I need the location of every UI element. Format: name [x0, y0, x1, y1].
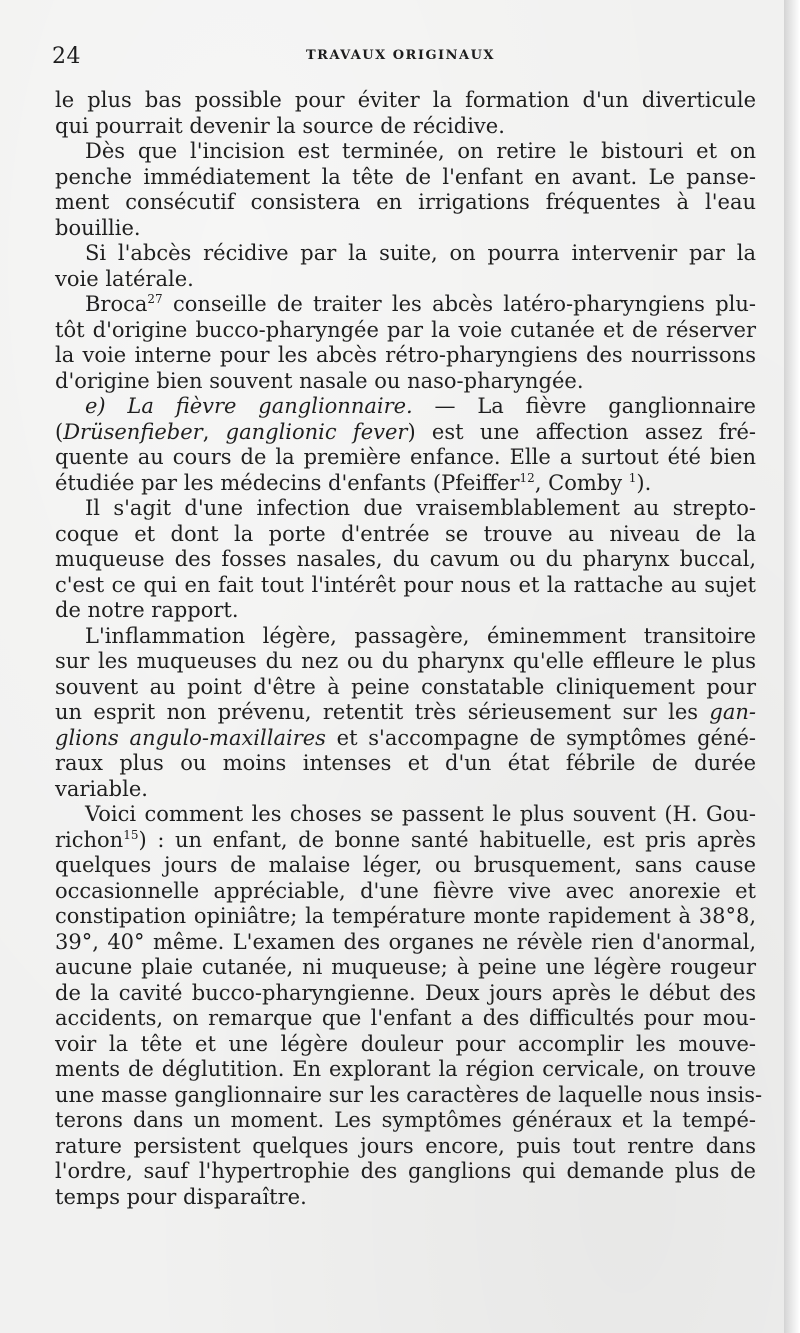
- text-run: gan-: [709, 700, 756, 724]
- text-run: un esprit non prévenu, retentit très sérieusement sur les: [55, 700, 710, 724]
- text-line: [55, 292, 756, 318]
- body-text: [55, 88, 763, 1210]
- text-run: richon: [55, 827, 124, 852]
- text-line: quente au cours de la première enfance. Elle a surtout été bien: [55, 445, 756, 469]
- text-line: ments de déglutition. En explorant la région cervicale, on trouve: [55, 1057, 756, 1081]
- text-run: Broca: [85, 292, 148, 316]
- text-line: qui pourrait devenir la source de récidive.: [55, 113, 505, 138]
- text-line: [55, 726, 756, 752]
- text-line: la voie interne pour les abcès rétro-pharyngiens des nourrissons: [55, 343, 756, 367]
- text-line: [55, 700, 756, 726]
- footnote-ref: 1: [628, 470, 637, 485]
- footnote-ref: 15: [123, 827, 139, 842]
- text-line: tôt d'origine bucco-pharyngée par la voie cutanée et de réserver: [55, 317, 756, 342]
- text-run: , Comby: [534, 470, 629, 495]
- text-line: accidents, on remarque que l'enfant a des difficultés pour mou-: [55, 1006, 756, 1030]
- footnote-ref: 27: [147, 292, 163, 306]
- text-run: ).: [636, 470, 652, 495]
- text-line: de notre rapport.: [55, 598, 239, 622]
- text-run: Drüsenfieber: [63, 419, 203, 444]
- text-line: souvent au point d'être à peine constatable cliniquement pour: [55, 674, 756, 699]
- text-line: voir la tête et une légère douleur pour accomplir les mouve-: [55, 1031, 756, 1056]
- text-line: variable.: [55, 776, 148, 801]
- text-line: 39°, 40° même. L'examen des organes ne révèle rien d'anormal,: [55, 929, 756, 954]
- text-run: ,: [202, 419, 226, 444]
- text-line: d'origine bien souvent nasale ou naso-pharyngée.: [55, 368, 584, 393]
- text-line: temps pour disparaître.: [55, 1184, 307, 1209]
- text-line: de la cavité bucco-pharyngienne. Deux jours après le début des: [55, 980, 756, 1005]
- text-line: sur les muqueuses du nez ou du pharynx qu'elle effleure le plus: [55, 649, 756, 673]
- text-run: — La fièvre ganglionnaire: [412, 394, 756, 418]
- text-line: Il s'agit d'une infection due vraisemblablement au strepto-: [85, 496, 756, 520]
- text-run: conseille de traiter les abcès latéro-pharyngiens plu-: [162, 292, 756, 316]
- text-run: ganglionic fever: [225, 419, 408, 444]
- page-edge-shadow: [784, 0, 800, 1333]
- text-line: une masse ganglionnaire sur les caractères de laquelle nous insis-: [55, 1082, 763, 1107]
- text-line: [55, 394, 756, 420]
- text-run: (: [55, 419, 64, 444]
- text-line: bouillie.: [55, 215, 141, 240]
- text-line: rature persistent quelques jours encore, puis tout rentre dans: [55, 1133, 756, 1158]
- text-line: constipation opiniâtre; la température monte rapidement à 38°8,: [55, 904, 756, 928]
- running-head: TRAVAUX ORIGINAUX: [306, 48, 496, 63]
- text-line: Voici comment les choses se passent le plus souvent (H. Gou-: [85, 802, 756, 826]
- text-run: glions angulo-maxillaires: [55, 725, 326, 750]
- text-line: Si l'abcès récidive par la suite, on pourra intervenir par la: [85, 241, 756, 265]
- page-number: 24: [52, 44, 81, 69]
- text-run: ) : un enfant, de bonne santé habituelle, est pris après: [138, 827, 756, 852]
- text-line: Dès que l'incision est terminée, on retire le bistouri et on: [85, 139, 756, 163]
- text-line: muqueuse des fosses nasales, du cavum ou du pharynx buccal,: [55, 547, 756, 571]
- text-line: c'est ce qui en fait tout l'intérêt pour nous et la rattache au sujet: [55, 572, 756, 597]
- footnote-ref: 12: [519, 470, 535, 485]
- text-line: aucune plaie cutanée, ni muqueuse; à peine une légère rougeur: [55, 955, 756, 979]
- text-line: l'ordre, sauf l'hypertrophie des ganglions qui demande plus de: [55, 1159, 756, 1183]
- text-run: et s'accompagne de symptômes géné-: [325, 725, 756, 750]
- text-run: étudiée par les médecins d'enfants (Pfeiffer: [55, 470, 520, 495]
- text-line: occasionnelle appréciable, d'une fièvre vive avec anorexie et: [55, 878, 756, 903]
- text-line: voie latérale.: [55, 266, 194, 291]
- text-line: ment consécutif consistera en irrigations fréquentes à l'eau: [55, 190, 756, 214]
- text-line: coque et dont la porte d'entrée se trouve au niveau de la: [55, 521, 756, 546]
- text-line: quelques jours de malaise léger, ou brusquement, sans cause: [55, 853, 756, 877]
- text-line: L'inflammation légère, passagère, éminemment transitoire: [85, 623, 756, 648]
- text-line: raux plus ou moins intenses et d'un état fébrile de durée: [55, 751, 756, 775]
- page-header: [52, 44, 756, 74]
- text-run: e) La fièvre ganglionnaire.: [85, 394, 413, 418]
- text-line: le plus bas possible pour éviter la formation d'un diverticule: [55, 88, 756, 112]
- text-line: terons dans un moment. Les symptômes généraux et la tempé-: [55, 1108, 756, 1132]
- text-run: ) est une affection assez fré-: [407, 419, 757, 444]
- text-line: [55, 471, 756, 497]
- text-line: [55, 828, 756, 854]
- text-line: penche immédiatement la tête de l'enfant en avant. Le panse-: [55, 164, 756, 189]
- text-line: [55, 420, 756, 446]
